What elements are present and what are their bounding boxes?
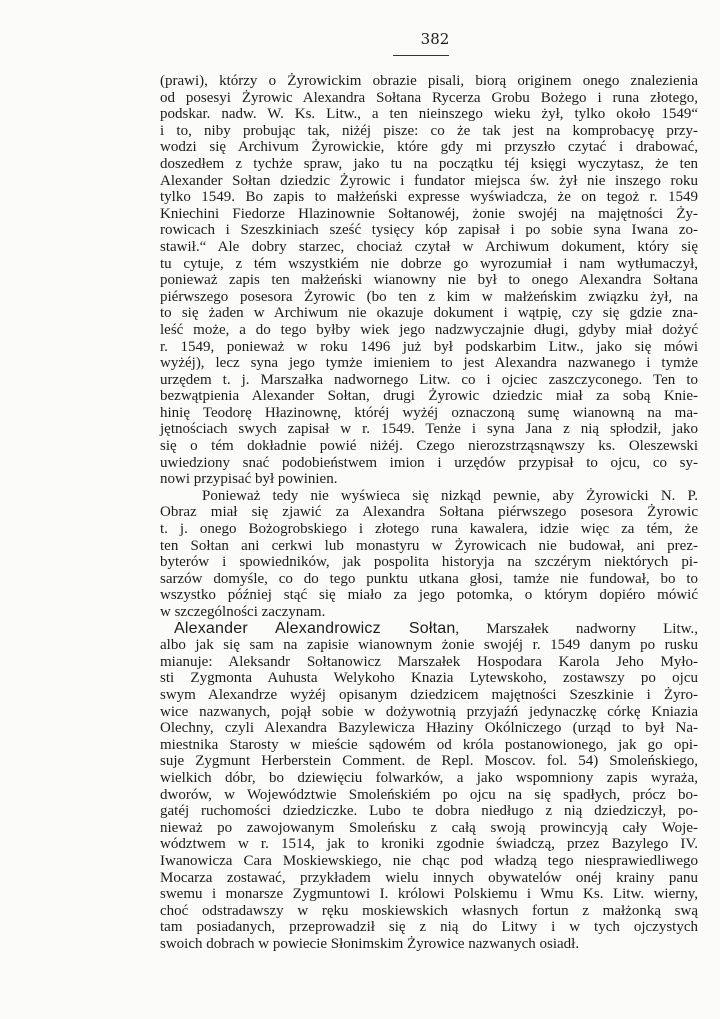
text-line: wice nazwanych, pojął sobie w dożywotnią przyjaźń jedynaczkę córkę Kniazia [160,703,698,720]
text-line: Obraz miał się zjawić za Alexandra Sołtana piérwszego posesora Żyrowic [160,504,698,521]
text-line: urzędem t. j. Marszałka nadwornego Litw. co i ojciec zaszczyconego. Ten to [160,371,698,388]
text-line: Iwanowicza Cara Moskiewskiego, nie chąc pod władzą tego niesprawiedliwego [160,852,698,869]
text-line: Ponieważ tedy nie wyświeca się nizkąd pewnie, aby Żyrowicki N. P. [202,487,698,504]
text-line: i to, niby probując tak, niżéj pisze: co że tak jest na komprobacyę przy- [160,122,698,139]
text-line: (prawi), którzy o Żyrowickim obrazie pisali, biorą originem onego znalezienia [160,73,698,89]
text-line: stawił.“ Ale dobry starzec, chociaż czytał w Archiwum dokument, który się [160,238,698,255]
text-line: od posesyi Żyrowic Alexandra Sołtana Rycerza Grobu Bożego i runa złotego, [160,89,698,106]
text-line: swemu i monarsze Zygmuntowi I. królowi Polskiemu i Wmu Ks. Litw. wierny, [160,886,698,903]
text-line: nieważ po zawojowanym Smoleńsku z całą swoją prowincyją cały Woje- [160,819,698,836]
text-line: Olechny, czyli Alexandra Bazylewicza Hłaziny Okólniczego (urząd to był Na- [160,720,698,737]
text-line: suje Zygmunt Herberstein Comment. de Repl. Moscov. fol. 54) Smoleńskiego, [160,753,698,770]
text-line: leść może, a do tego byłby wiek jego nadzwyczajnie długi, gdyby miał dożyć [160,321,698,338]
text-line: Mocarza zostawać, przykładem wielu innych obywatelów onéj krainy panu [160,869,698,886]
text-line: miestnika Starosty w mieście sądowém od króla postanowionego, jak go opi- [160,736,698,753]
page-number: 382 [420,30,450,48]
text-line: jętnościach swych zapisał w r. 1549. Tenże i syna Jana z nią spłodził, jako [160,421,698,438]
paragraph-2 [160,488,698,621]
text-line: to się żaden w Archiwum nie okazuje dokument i wątpię, czy się gdzie zna- [160,305,698,322]
text-line: ten Sołtan ani cerkwi lub monastyru w Żyrowicach nie budował, ani prez- [160,537,698,554]
text-line: dworów, w Województwie Smoleńskiém po ojcu na się spadłych, prócz bo- [160,786,698,803]
text-line: wielkich dóbr, bo dziewięciu folwarków, a jako wspomniony zapis wyraża, [160,769,698,786]
text-line: wództwem w r. 1514, jak to kroniki zgodnie świadczą, przez Bazylego IV. [160,836,698,853]
text-body [160,73,698,952]
text-line: wyżéj), lecz syna jego tymże imieniem to jest Alexandra nazwanego i tymże [160,355,698,372]
text-line [160,621,698,638]
text-line: się o tém dokładnie powié niżéj. Czego nierozstrząsnąwszy ks. Oleszewski [160,438,698,455]
text-line: ponieważ zapis ten małżeński wianowny nie był to onego Alexandra Sołtana [160,272,698,289]
text-line: uwiedziony snać podobieństwem imion i urzędów przypisał to ojcu, co sy- [160,454,698,471]
text-line: bezwątpienia Alexander Sołtan, drugi Żyrowic dziedzic miał za sobą Knie- [160,388,698,405]
text-line: tam posiadanych, przeprowadził się z nią do Litwy i w tych ojczystych [160,919,698,936]
text-line: wodzi się Archivum Żyrowickie, które gdy mi przyszło czytać i drabować, [160,139,698,156]
paragraph-3 [160,621,698,953]
text-line: tu cytuje, z tém wszystkiém nie dobrze go wyrozumiał i nam wytłumaczył, [160,255,698,272]
text-line: byterów i spowiedników, jak pospolita historyja na szczérym niektórych pi- [160,554,698,571]
paragraph-1 [160,73,698,488]
text-line: mianuje: Aleksandr Sołtanowicz Marszałek Hospodara Karola Jeho Myło- [160,653,698,670]
text-line: hinię Teodorę Hłazinownę, któréj wyżéj oznaczoną sumę wianowną na ma- [160,404,698,421]
text-line: rowicach i Szeszkiniach sześć tysięcy kóp zapisał i po sobie syna Iwana zo- [160,222,698,239]
text-line: nowi przypisać był powinien. [160,471,338,488]
text-line: Kniechini Fiedorze Hlazinownie Sołtanowéj, żonie swojéj na majętności Ży- [160,205,698,222]
text-line: gatéj ruchomości dziedziczke. Lubo te dobra niedługo z nią dziedziczył, po- [160,803,698,820]
text-line: sarzów domyśle, co do tego punktu utkana głosi, tamże nie fundował, bo to [160,570,698,587]
text-line: Alexander Sołtan dziedzic Żyrowic i fundator miejsca św. żył nie inszego roku [160,172,698,189]
heading-rest: , Marszałek nadworny Litw., [455,620,698,637]
text-line: swoich dobrach w powiecie Słonimskim Żyrowice nazwanych osiadł. [160,935,580,952]
text-line: choć odstradawszy w ręku moskiewskich własnych fortun z małżonką swą [160,902,698,919]
header-rule [393,55,449,56]
text-line: w szczególności zaczynam. [160,604,326,620]
text-line: tylko 1549. Bo zapis to małżeński expresse wyświadcza, że on tegoż r. 1549 [160,189,698,206]
text-line: t. j. onego Bożogrobskiego i złotego runa kawalera, idzie więc za tém, że [160,521,698,538]
text-line: r. 1549, ponieważ w roku 1496 już był podskarbim Litw., jako się mówi [160,338,698,355]
text-line: wszystko później stąć się miało za jego potomka, o którym dopiéro mówić [160,587,698,604]
text-line: swym Alexandrze wyżéj opisanym dziedzicem majętności Szeszkinie i Żyro- [160,686,698,703]
text-line: doszedłem z tychże spraw, jako tu na początku téj księgi wyczytasz, że ten [160,155,698,172]
text-line: albo jak się sam na zapisie wianownym żonie swojéj r. 1549 danym po rusku [160,637,698,654]
text-line: sti Zygmonta Auhusta Welykoho Knazia Lytewskoho, zostawszy po ojcu [160,670,698,687]
text-line: podskar. nadw. W. Ks. Litw., a ten nieinszego wieku żył, tylko około 1549“ [160,106,698,123]
text-line: piérwszego posesora Żyrowic (bo ten z kim w małżeńskim związku żył, na [160,288,698,305]
person-heading: Alexander Alexandrowicz Sołtan [174,619,456,637]
